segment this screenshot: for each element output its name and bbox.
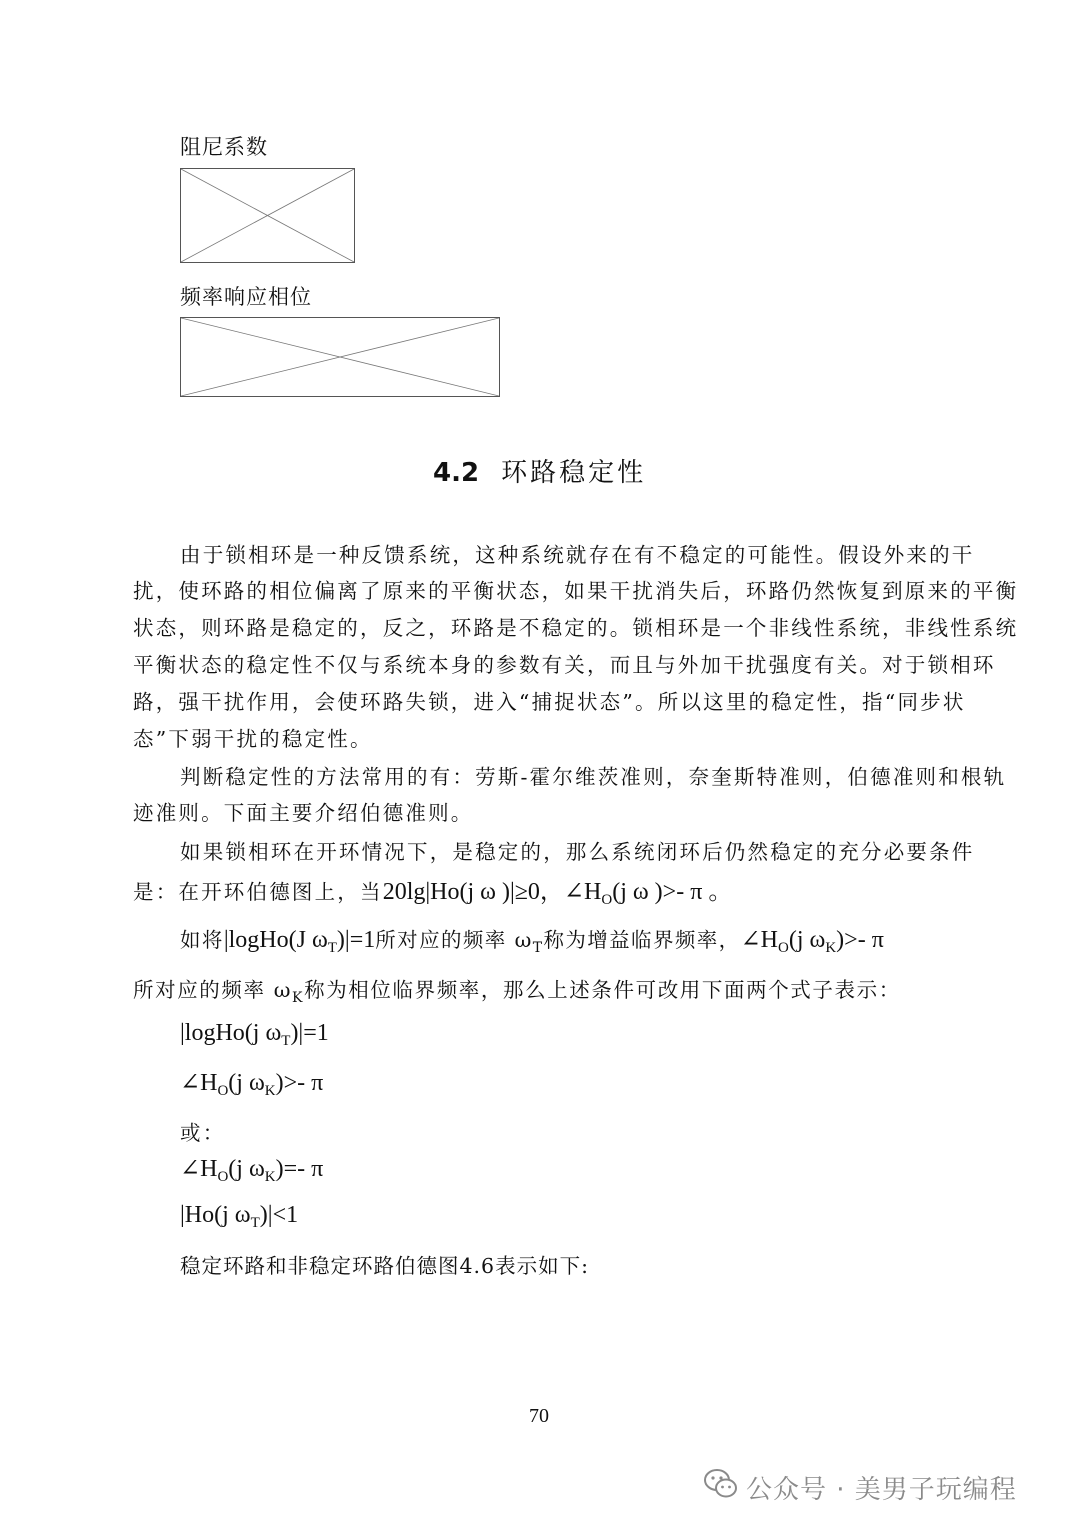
- para4-line1: 如将|logHo(J $\omega_T)|=1$所对应的频率 $\omega_T$称为增益临界频率，$\angle H_O(j$ $\omega_K)>-$ π: [180, 927, 884, 956]
- para3-line2: [133, 871, 732, 909]
- para1-line: 由于锁相环是一种反馈系统，这种系统就存在有不稳定的可能性。假设外来的干: [180, 543, 975, 567]
- image-placeholder-damping: [180, 168, 355, 263]
- watermark-text: 公众号 · 美男子玩编程: [746, 1475, 1017, 1505]
- formula-phase-greater: $\angle H_O(j$ $\omega_K)>-$ π: [180, 1070, 324, 1099]
- placeholder-label-phase-response: 频率响应相位: [180, 285, 312, 309]
- para4-line2: 所对应的频率 $\omega_K$称为相位临界频率，那么上述条件可改用下面两个式子表示：: [133, 978, 901, 1006]
- para2-line: 迹准则。下面主要介绍伯德准则。: [133, 801, 474, 825]
- section-title: 环路稳定性: [501, 458, 647, 488]
- para1-line: 平衡状态的稳定性不仅与系统本身的参数有关，而且与外加干扰强度有关。对于锁相环: [133, 653, 996, 677]
- page-number: 70: [529, 1405, 549, 1427]
- wechat-icon: [703, 1466, 739, 1502]
- formula-phase-equals: $\angle H_O(j$ $\omega_K)=-$ π: [180, 1156, 324, 1185]
- para1-line: 态”下弱干扰的稳定性。: [133, 727, 373, 751]
- formula-gain-equals-one: |logHo(j $\omega_T)|=1$: [180, 1020, 329, 1049]
- phase-crossover-expr: $\angle H_O(j$ $\omega_K)>-$ π: [740, 927, 884, 956]
- figure-intro: 稳定环路和非稳定环路伯德图4.6表示如下:: [180, 1254, 590, 1278]
- para1-line: 状态，则环路是稳定的，反之，环路是不稳定的。锁相环是一个非线性系统，非线性系统: [133, 616, 1019, 640]
- or-label: 或：: [180, 1121, 226, 1145]
- gain-crossover-expr: |logHo(J $\omega_T)|=1$: [223, 927, 376, 956]
- para2-line: 判断稳定性的方法常用的有：劳斯-霍尔维茨准则，奈奎斯特准则，伯德准则和根轨: [180, 765, 1007, 789]
- section-number: 4.2: [433, 458, 480, 488]
- missing-image-icon: [181, 169, 354, 262]
- para3-line1: 如果锁相环在开环情况下，是稳定的，那么系统闭环后仍然稳定的充分必要条件: [180, 840, 975, 864]
- para1-line: 扰，使环路的相位偏离了原来的平衡状态，如果干扰消失后，环路仍然恢复到原来的平衡: [133, 579, 1019, 603]
- stability-condition: 20lg|Ho(j ω )|≥0，$\angle H_O(j$ ω )>- π 。: [382, 879, 733, 908]
- para1-line: 路，强干扰作用，会使环路失锁，进入“捕捉状态”。所以这里的稳定性，指“同步状: [133, 690, 966, 714]
- missing-image-icon: [181, 318, 499, 396]
- para3-text: 是：在开环伯德图上，当: [133, 880, 383, 904]
- placeholder-label-damping: 阻尼系数: [180, 135, 268, 159]
- image-placeholder-phase-response: [180, 317, 500, 397]
- section-heading: [433, 452, 646, 489]
- formula-gain-less: |Ho(j $\omega_T)|<1$: [180, 1202, 299, 1231]
